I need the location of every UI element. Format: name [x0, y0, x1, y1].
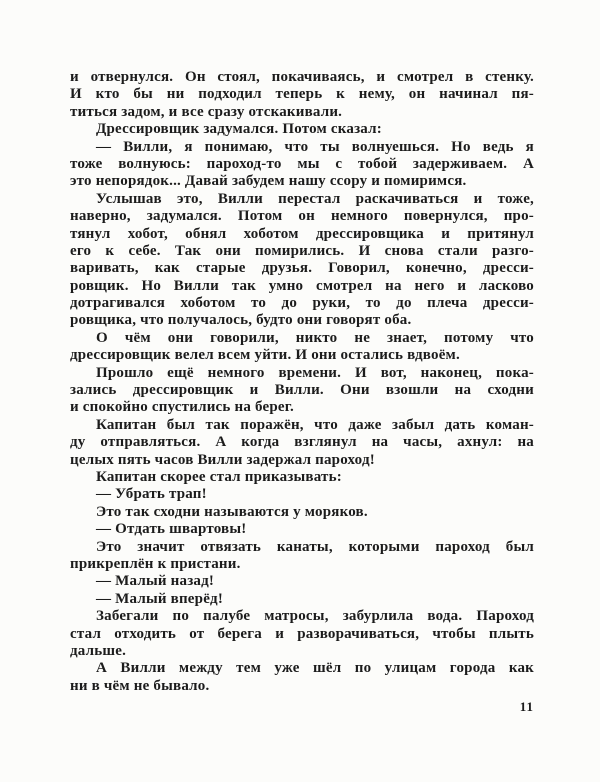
- text-line: это непорядок... Давай забудем нашу ссору и помиримся.: [70, 173, 467, 190]
- text-line: и спокойно спустились на берег.: [70, 399, 295, 416]
- paragraph: [70, 69, 534, 121]
- text-line: зались дрессировщик и Вилли. Они взошли на сходни: [70, 382, 534, 399]
- text-line: А Вилли между тем уже шёл по улицам города как: [96, 660, 534, 677]
- text-line: Забегали по палубе матросы, забурлила вода. Пароход: [96, 608, 534, 625]
- paragraph: [70, 486, 534, 503]
- text-line: титься задом, и все сразу отскакивали.: [70, 103, 343, 120]
- text-line: наверно, задумался. Потом он немного повернулся, про-: [70, 208, 534, 225]
- paragraph: [70, 121, 534, 138]
- text-line: Это так сходни называются у моряков.: [96, 503, 368, 520]
- text-line: варивать, как старые друзья. Говорил, конечно, дресси-: [70, 260, 534, 277]
- page-number: 11: [519, 699, 534, 714]
- text-line: дотрагивался хоботом то до руки, то до плеча дресси-: [70, 295, 534, 312]
- paragraph: [70, 330, 534, 365]
- paragraph: [70, 573, 534, 590]
- paragraph: [70, 539, 534, 574]
- text-line: Капитан был так поражён, что даже забыл дать коман-: [96, 416, 534, 433]
- paragraph: [70, 139, 534, 191]
- text-line: его к себе. Так они помирились. И снова стали разго-: [70, 242, 534, 259]
- paragraph: [70, 591, 534, 608]
- text-line: Прошло ещё немного времени. И вот, наконец, пока-: [96, 364, 534, 381]
- paragraph: [70, 660, 534, 695]
- text-block: [70, 69, 534, 695]
- text-line: ровщика, что получалось, будто они говорят оба.: [70, 312, 412, 329]
- text-line: прикреплён к пристани.: [70, 555, 241, 572]
- text-line: дальше.: [70, 642, 127, 659]
- paragraph: [70, 365, 534, 417]
- text-line: дрессировщик велел всем уйти. И они остались вдвоём.: [70, 347, 460, 364]
- text-line: Дрессировщик задумался. Потом сказал:: [96, 121, 382, 138]
- paragraph: [70, 469, 534, 486]
- text-line: Капитан скорее стал приказывать:: [96, 468, 342, 485]
- text-line: — Малый назад!: [96, 573, 215, 590]
- text-line: ду отправляться. А когда взглянул на часы, ахнул: на: [70, 434, 534, 451]
- text-line: — Убрать трап!: [96, 486, 207, 503]
- text-line: — Вилли, я понимаю, что ты волнуешься. Но ведь я: [96, 138, 534, 155]
- text-line: — Отдать швартовы!: [96, 521, 247, 538]
- paragraph: [70, 521, 534, 538]
- text-line: стал отходить от берега и разворачиваться, чтобы плыть: [70, 625, 534, 642]
- text-line: целых пять часов Вилли задержал пароход!: [70, 451, 375, 468]
- text-line: ни в чём не бывало.: [70, 677, 210, 694]
- text-line: тоже волнуюсь: пароход-то мы с тобой задерживаем. А: [70, 155, 534, 172]
- paragraph: [70, 504, 534, 521]
- paragraph: [70, 191, 534, 330]
- paragraph: [70, 608, 534, 660]
- text-line: тянул хобот, обнял хоботом дрессировщика и притянул: [70, 225, 534, 242]
- text-line: Услышав это, Вилли перестал раскачиваться и тоже,: [96, 190, 534, 207]
- text-line: — Малый вперёд!: [96, 590, 224, 607]
- text-line: ровщик. Но Вилли так умно смотрел на него и ласково: [70, 277, 534, 294]
- text-line: О чём они говорили, никто не знает, потому что: [96, 329, 534, 346]
- text-line: Это значит отвязать канаты, которыми пароход был: [96, 538, 534, 555]
- paragraph: [70, 417, 534, 469]
- text-line: И кто бы ни подходил теперь к нему, он начинал пя-: [70, 86, 534, 103]
- text-line: и отвернулся. Он стоял, покачиваясь, и смотрел в стенку.: [70, 69, 534, 85]
